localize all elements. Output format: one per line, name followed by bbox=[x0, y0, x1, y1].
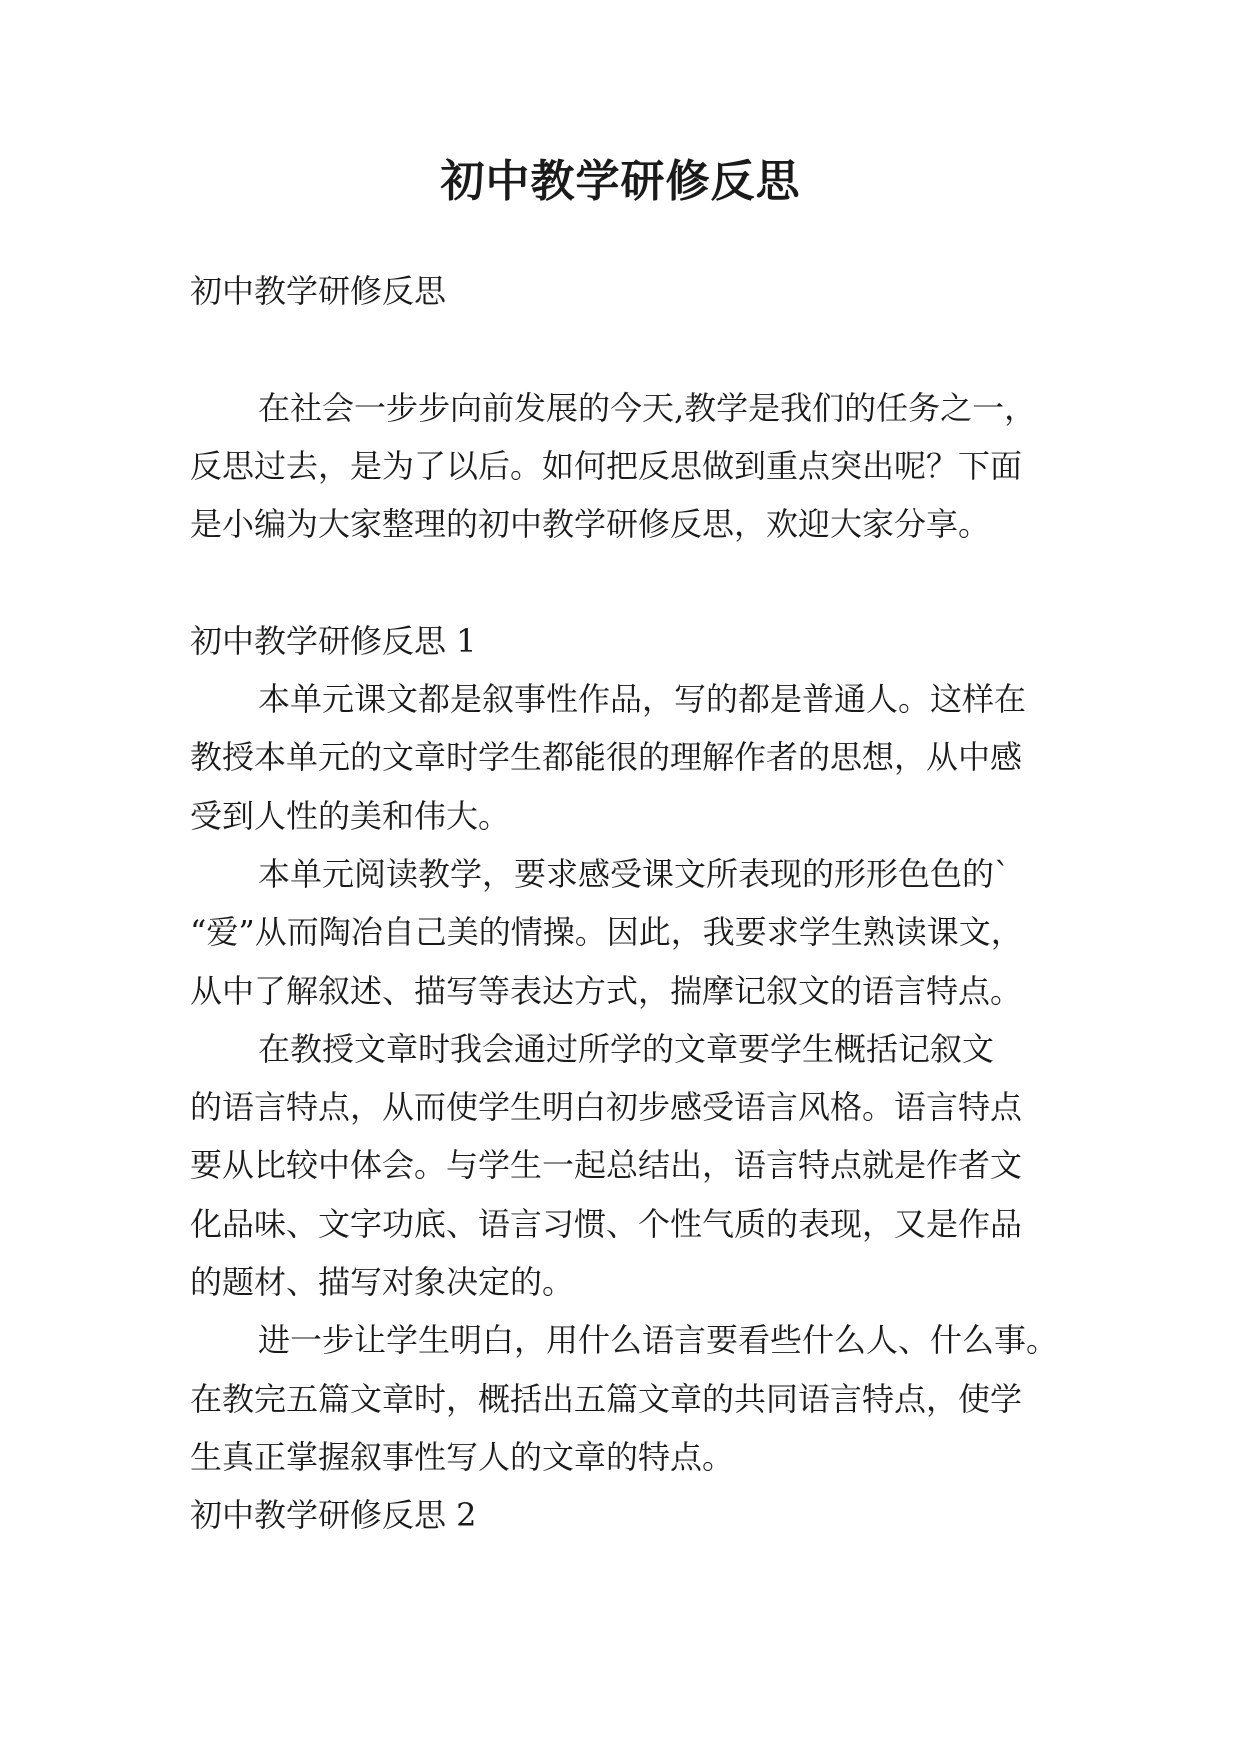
paragraph-line: 化品味、文字功底、语言习惯、个性气质的表现，又是作品 bbox=[190, 1204, 1023, 1243]
paragraph-line: 在社会一步步向前发展的今天,教学是我们的任务之一， bbox=[258, 388, 1037, 427]
section-1-paragraph-4 bbox=[190, 1311, 1060, 1486]
paragraph-line: 生真正掌握叙事性写人的文章的特点。 bbox=[190, 1437, 735, 1476]
section-1-paragraph-1 bbox=[190, 670, 1060, 845]
paragraph-line: 本单元阅读教学，要求感受课文所表现的形形色色的` bbox=[258, 854, 1011, 893]
section-heading-1: 初中教学研修反思 1 bbox=[190, 621, 477, 660]
intro-paragraph bbox=[190, 379, 1060, 554]
spacer bbox=[190, 553, 1060, 611]
paragraph-line: 的题材、描写对象决定的。 bbox=[190, 1263, 575, 1302]
page-title: 初中教学研修反思 bbox=[440, 156, 801, 207]
paragraph-line: 在教完五篇文章时，概括出五篇文章的共同语言特点，使学 bbox=[190, 1379, 1023, 1418]
paragraph-line: 的语言特点，从而使学生明白初步感受语言风格。语言特点 bbox=[190, 1088, 1023, 1127]
paragraph-line: 要从比较中体会。与学生一起总结出，语言特点就是作者文 bbox=[190, 1146, 1023, 1185]
paragraph-line: 教授本单元的文章时学生都能很的理解作者的思想，从中感 bbox=[190, 738, 1023, 777]
section-heading-2: 初中教学研修反思 2 bbox=[190, 1496, 477, 1535]
spacer bbox=[190, 320, 1060, 378]
section-1-paragraph-2 bbox=[190, 845, 1060, 1020]
paragraph-line: 是小编为大家整理的初中教学研修反思，欢迎大家分享。 bbox=[190, 505, 991, 544]
paragraph-line: 在教授文章时我会通过所学的文章要学生概括记叙文 bbox=[258, 1029, 995, 1068]
paragraph-line: 从中了解叙述、描写等表达方式，揣摩记叙文的语言特点。 bbox=[190, 971, 1023, 1010]
paragraph-line: 本单元课文都是叙事性作品，写的都是普通人。这样在 bbox=[258, 680, 1027, 719]
subtitle: 初中教学研修反思 bbox=[190, 272, 447, 310]
paragraph-line: 进一步让学生明白，用什么语言要看些什么人、什么事。 bbox=[258, 1321, 1059, 1360]
paragraph-line: 受到人性的美和伟大。 bbox=[190, 796, 511, 835]
document-body bbox=[190, 262, 1060, 1545]
section-1-paragraph-3 bbox=[190, 1020, 1060, 1311]
paragraph-line: “爱”从而陶冶自己美的情操。因此，我要求学生熟读课文， bbox=[190, 913, 1023, 952]
paragraph-line: 反思过去，是为了以后。如何把反思做到重点突出呢？下面 bbox=[190, 446, 1023, 485]
